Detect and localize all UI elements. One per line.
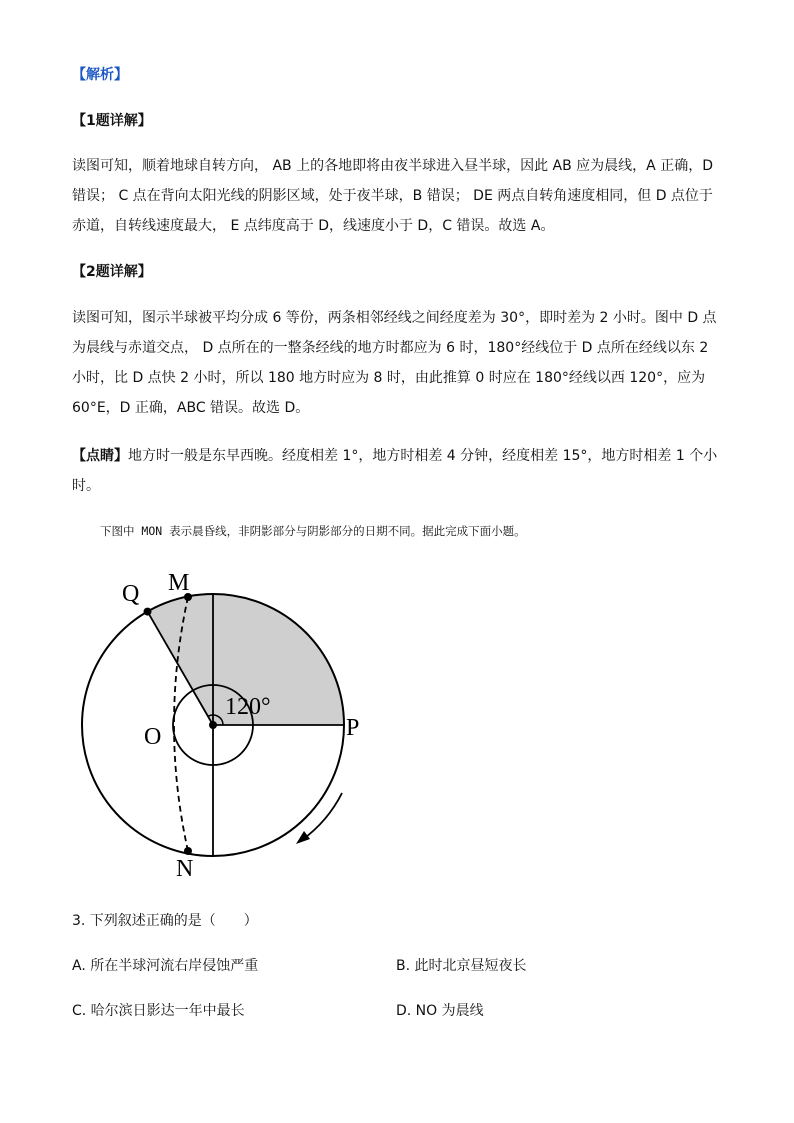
option-b[interactable]: B. 此时北京昼短夜长: [396, 958, 527, 974]
figure-intro: 下图中 MON 表示晨昏线，非阴影部分与阴影部分的日期不同。据此完成下面小题。: [100, 524, 526, 538]
q2-heading: 【2题详解】: [72, 264, 152, 280]
question-stem: 3. 下列叙述正确的是（ ）: [72, 913, 258, 929]
label-angle: 120°: [225, 694, 271, 720]
tip-paragraph: 【点睛】地方时一般是东早西晚。经度相差 1°，地方时相差 4 分钟，经度相差 15°，地方时相差 1 个小时。: [72, 448, 718, 494]
option-c[interactable]: C. 哈尔滨日影达一年中最长: [72, 1003, 245, 1019]
point-o: [209, 721, 217, 729]
tip-heading: 点睛: [86, 448, 114, 464]
label-p: P: [346, 715, 360, 741]
arrow-head-icon: [296, 831, 310, 844]
label-m: M: [168, 570, 190, 596]
option-d[interactable]: D. NO 为晨线: [396, 1003, 484, 1019]
q1-explanation: 读图可知，顺着地球自转方向， AB 上的各地即将由夜半球进入昼半球，因此 AB 应为晨线，A 正确，D 错误； C 点在背向太阳光线的阴影区域，处于夜半球，B 错误； DE 两点自转角速度相同，但 D 点位于赤道，自转线速度最大， E 点纬度高于 D，线速度小于 D，C 错误。故选 A。: [72, 158, 713, 234]
terminator-figure: [70, 560, 390, 890]
point-q: [144, 608, 152, 616]
q2-explanation: 读图可知，图示半球被平均分成 6 等份，两条相邻经线之间经度差为 30°，即时差为 2 小时。图中 D 点为晨线与赤道交点， D 点所在的一整条经线的地方时都应为 6 时，180°经线位于 D 点所在经线以东 2 小时，比 D 点快 2 小时，所以 180 地方时应为 8 时，由此推算 0 时应在 180°经线以西 120°，应为 60°E，D 正确，ABC 错误。故选 D。: [72, 310, 717, 416]
label-n: N: [176, 856, 194, 882]
q1-heading: 【1题详解】: [72, 113, 152, 129]
tip-text: 地方时一般是东早西晚。经度相差 1°，地方时相差 4 分钟，经度相差 15°，地方时相差 1 个小时。: [72, 448, 718, 494]
point-n: [184, 847, 192, 855]
analysis-heading: 【解析】: [72, 67, 128, 83]
option-a[interactable]: A. 所在半球河流右岸侵蚀严重: [72, 958, 259, 974]
label-o: O: [144, 724, 162, 750]
label-q: Q: [122, 581, 140, 607]
